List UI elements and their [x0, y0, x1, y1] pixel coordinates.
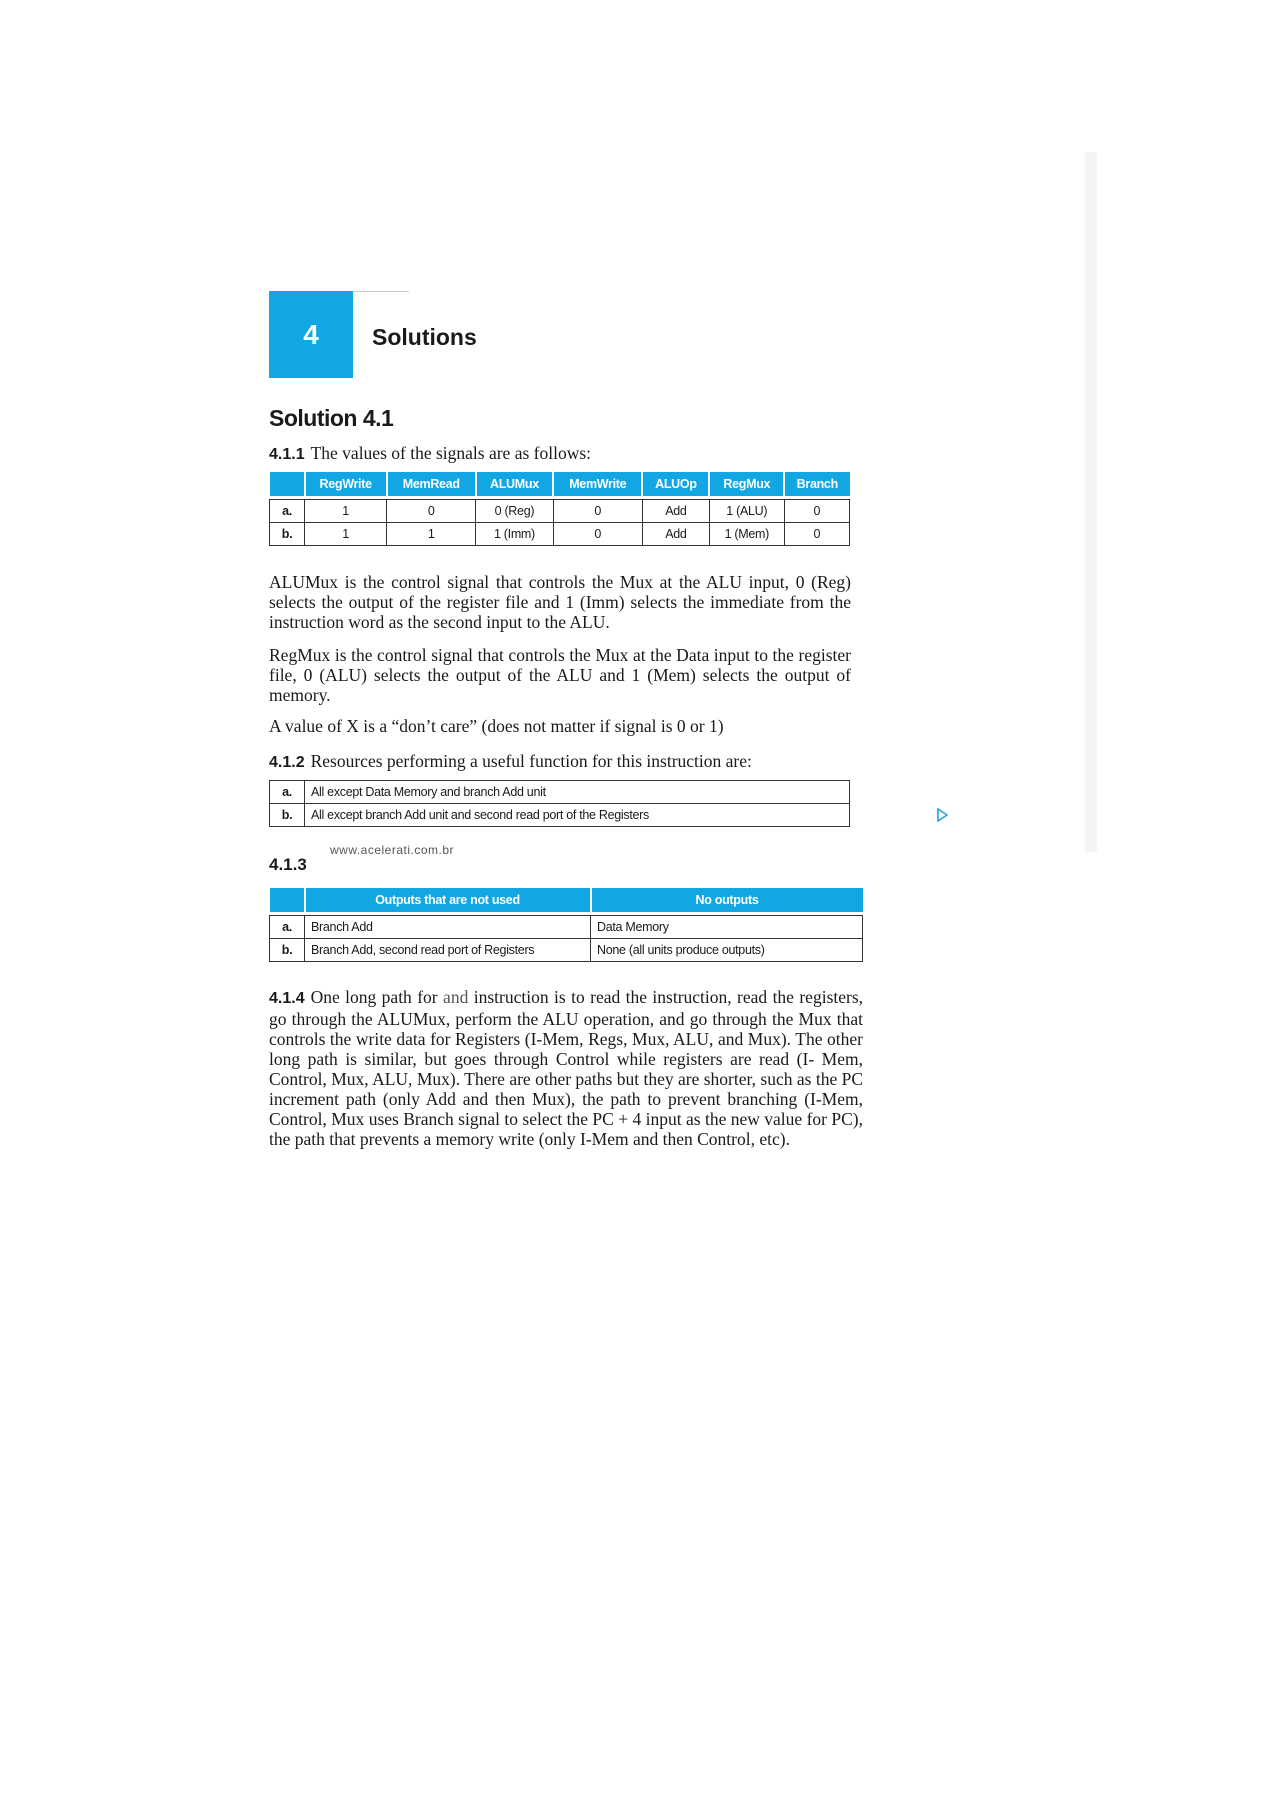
- row-label: b.: [270, 804, 305, 827]
- ad-play-icon[interactable]: [936, 808, 948, 822]
- table-cell: Data Memory: [591, 916, 863, 939]
- resources-table: [269, 780, 850, 827]
- section-4-1-2: [269, 751, 851, 773]
- paragraph-dont-care: A value of X is a “don’t care” (does not matter if signal is 0 or 1): [269, 716, 724, 736]
- section-keyword: and: [443, 987, 469, 1007]
- table-cell: 0: [784, 500, 849, 523]
- section-number: 4.1.4: [269, 990, 305, 1007]
- header-cell: [270, 888, 305, 912]
- chapter-rule: [353, 291, 409, 292]
- header-cell: ALUOp: [642, 472, 709, 496]
- header-cell: ALUMux: [476, 472, 554, 496]
- table-cell: All except branch Add unit and second read port of the Registers: [305, 804, 850, 827]
- table-cell: 1: [305, 500, 387, 523]
- table-cell: 1: [305, 523, 387, 546]
- solution-heading: Solution 4.1: [269, 405, 394, 431]
- chapter-number: 4: [303, 319, 319, 350]
- paragraph-alumux: ALUMux is the control signal that controls the Mux at the ALU input, 0 (Reg) selects the output of the register file and 1 (Imm) selects the immediate from the instruction word as the second input to the ALU.: [269, 572, 851, 632]
- table-header-row: [270, 472, 850, 496]
- section-text: The values of the signals are as follows:: [310, 443, 592, 463]
- signals-table: [269, 472, 850, 546]
- table-cell: 0: [553, 500, 642, 523]
- header-cell: RegWrite: [305, 472, 387, 496]
- section-text-after: instruction is to read the instruction, read the registers, go through the ALUMux, perform the ALU operation, and go through the Mux that controls the write data for Registers (I-Mem, Regs, Mux, ALU, and Mux). The other long path is similar, but goes through Control while registers are read (I- Mem, Control, Mux, ALU, Mux). There are other paths but they are shorter, such as the PC increment path (only Add and then Mux), the path to prevent branching (I-Mem, Control, Mux uses Branch signal to select the PC + 4 input as the new value for PC), the path that prevents a memory write (only I-Mem and then Control, etc).: [269, 987, 864, 1149]
- table-cell: 0: [784, 523, 849, 546]
- table-cell: Add: [642, 523, 709, 546]
- header-cell: MemWrite: [553, 472, 642, 496]
- table-cell: Branch Add: [305, 916, 591, 939]
- table-cell: 0 (Reg): [476, 500, 554, 523]
- table-cell: 1 (Mem): [709, 523, 784, 546]
- table-row: [270, 781, 850, 804]
- table-cell: All except Data Memory and branch Add unit: [305, 781, 850, 804]
- table-cell: Add: [642, 500, 709, 523]
- table-row: [270, 939, 863, 962]
- row-label: b.: [270, 939, 305, 962]
- section-number: 4.1.2: [269, 754, 305, 771]
- header-cell: [270, 472, 305, 496]
- header-cell: RegMux: [709, 472, 784, 496]
- row-label: b.: [270, 523, 305, 546]
- section-4-1-1: [269, 443, 851, 465]
- table-cell: 1 (Imm): [476, 523, 554, 546]
- table-cell: None (all units produce outputs): [591, 939, 863, 962]
- header-cell: Outputs that are not used: [305, 888, 591, 912]
- page-edge-strip: [1085, 152, 1097, 852]
- paragraph-regmux: RegMux is the control signal that controls the Mux at the Data input to the register file, 0 (ALU) selects the output of the ALU and 1 (Mem) selects the output of memory.: [269, 645, 851, 705]
- table-row: [270, 916, 863, 939]
- table-cell: 0: [553, 523, 642, 546]
- table-header-row: [270, 888, 863, 912]
- outputs-table: [269, 888, 863, 962]
- section-text: Resources performing a useful function for this instruction are:: [310, 751, 752, 771]
- row-label: a.: [270, 500, 305, 523]
- section-4-1-3: 4.1.3: [269, 855, 307, 874]
- chapter-number-box: [269, 291, 353, 378]
- watermark-text: www.acelerati.com.br: [330, 843, 455, 857]
- header-cell: MemRead: [387, 472, 476, 496]
- header-cell: Branch: [784, 472, 849, 496]
- section-number: 4.1.1: [269, 446, 305, 463]
- section-text-before: One long path for: [310, 987, 438, 1007]
- table-cell: 0: [387, 500, 476, 523]
- table-row: [270, 523, 850, 546]
- row-label: a.: [270, 781, 305, 804]
- row-label: a.: [270, 916, 305, 939]
- table-row: [270, 804, 850, 827]
- table-cell: Branch Add, second read port of Registers: [305, 939, 591, 962]
- section-4-1-4: [269, 987, 863, 1149]
- table-cell: 1: [387, 523, 476, 546]
- chapter-title: Solutions: [372, 324, 477, 350]
- table-cell: 1 (ALU): [709, 500, 784, 523]
- table-row: [270, 500, 850, 523]
- header-cell: No outputs: [591, 888, 863, 912]
